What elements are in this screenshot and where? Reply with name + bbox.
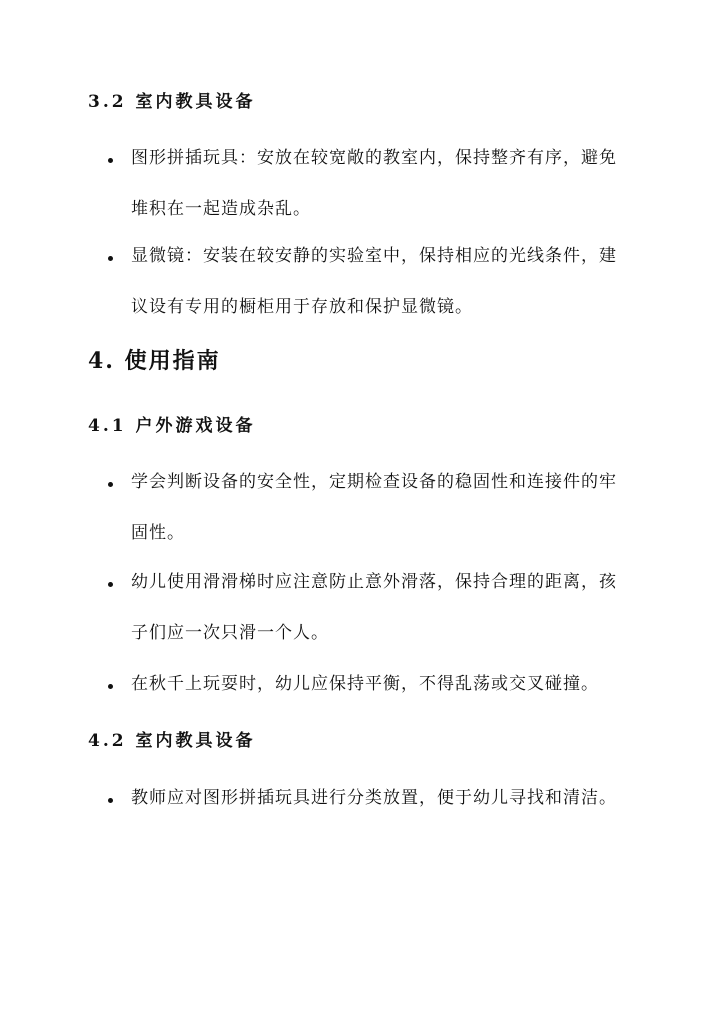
bullet-icon (108, 256, 113, 261)
section-heading-4-2: 4.2 室内教具设备 (88, 731, 256, 751)
chapter-heading-4: 4. 使用指南 (88, 348, 221, 374)
section-heading-4-1: 4.1 户外游戏设备 (88, 416, 256, 436)
list-item-text: 幼儿使用滑滑梯时应注意防止意外滑落，保持合理的距离，孩子们应一次只滑一个人。 (131, 572, 617, 643)
list-item-text: 学会判断设备的安全性，定期检查设备的稳固性和连接件的牢固性。 (131, 472, 617, 543)
bullet-icon (108, 582, 113, 587)
list-item-text: 图形拼插玩具：安放在较宽敞的教室内，保持整齐有序，避免堆积在一起造成杂乱。 (131, 148, 617, 219)
bullet-icon (108, 482, 113, 487)
list-item-text: 显微镜：安装在较安静的实验室中，保持相应的光线条件，建议设有专用的橱柜用于存放和保护显微镜。 (131, 246, 617, 317)
bullet-icon (108, 798, 113, 803)
list-item-text: 教师应对图形拼插玩具进行分类放置，便于幼儿寻找和清洁。 (131, 788, 617, 808)
bullet-icon (108, 158, 113, 163)
section-heading-3-2: 3.2 室内教具设备 (88, 92, 256, 112)
bullet-icon (108, 684, 113, 689)
list-item-text: 在秋千上玩耍时，幼儿应保持平衡，不得乱荡或交叉碰撞。 (131, 674, 599, 694)
